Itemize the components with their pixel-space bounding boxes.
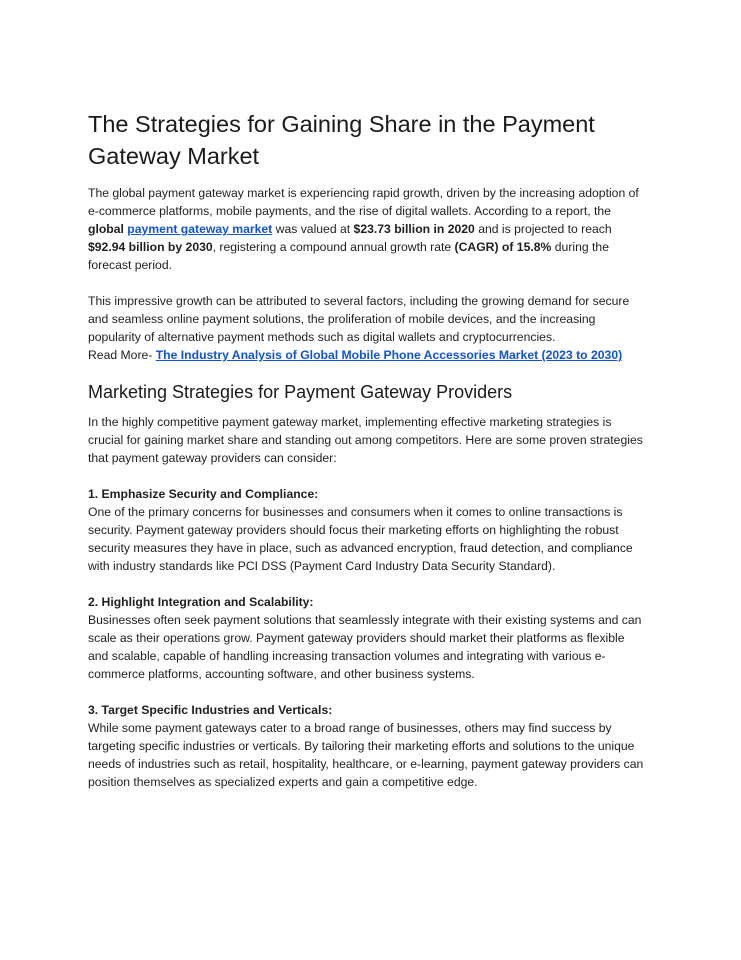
strategy-body: One of the primary concerns for businesses and consumers when it comes to online transactions is security. Payment gateway providers should focus their marketing efforts on highlighting the robust security measures they have in place, such as advanced encryption, fraud detection, and compliance with industry standards like PCI DSS (Payment Card Industry Data Security Standard). bbox=[88, 505, 633, 573]
intro-bold-global: global bbox=[88, 222, 124, 236]
section-intro: In the highly competitive payment gateway market, implementing effective marketing strategies is crucial for gaining market share and standing out among competitors. Here are some proven strategies that payment gateway providers can consider: bbox=[88, 415, 643, 465]
paragraph-spacer bbox=[88, 683, 648, 701]
paragraph-spacer bbox=[88, 274, 648, 292]
paragraph-spacer bbox=[88, 467, 648, 485]
page-title: The Strategies for Gaining Share in the Payment Gateway Market bbox=[88, 111, 595, 169]
strategy-body: Businesses often seek payment solutions that seamlessly integrate with their existing systems and can scale as their operations grow. Payment gateway providers should market their platforms as flexible and scalable, capable of handling increasing transaction volumes and integrating with various e-commerce platforms, accounting software, and other business systems. bbox=[88, 613, 642, 681]
document-content bbox=[88, 108, 648, 791]
intro-text-a: The global payment gateway market is experiencing rapid growth, driven by the increasing adoption of e-commerce platforms, mobile payments, and the rise of digital wallets. According to a report, the bbox=[88, 186, 639, 218]
read-more-line bbox=[88, 346, 648, 364]
read-more-label: Read More- bbox=[88, 348, 156, 362]
paragraph-spacer bbox=[88, 575, 648, 593]
intro-text-d: , registering a compound annual growth rate bbox=[212, 240, 455, 254]
section-heading: Marketing Strategies for Payment Gateway Providers bbox=[88, 382, 513, 402]
strategy-title: 3. Target Specific Industries and Verticals: bbox=[88, 703, 333, 717]
intro-bold-value: $23.73 billion in 2020 bbox=[353, 222, 475, 236]
growth-paragraph: This impressive growth can be attributed to several factors, including the growing demand for secure and seamless online payment solutions, the proliferation of mobile devices, and the increasing popularity of alternative payment methods such as digital wallets and cryptocurrencies. bbox=[88, 294, 630, 344]
intro-bold-projection: $92.94 billion by 2030 bbox=[88, 240, 213, 254]
strategy-body: While some payment gateways cater to a broad range of businesses, others may find success by targeting specific industries or verticals. By tailoring their marketing efforts and solutions to the unique needs of industries such as retail, hospitality, healthcare, or e-learning, payment gateway providers can position themselves as specialized experts and gain a competitive edge. bbox=[88, 721, 644, 789]
intro-text-b: was valued at bbox=[272, 222, 354, 236]
intro-paragraph bbox=[88, 184, 648, 274]
strategy-title: 1. Emphasize Security and Compliance: bbox=[88, 487, 319, 501]
payment-gateway-market-link[interactable]: payment gateway market bbox=[127, 222, 273, 236]
intro-text-e: during the forecast period. bbox=[88, 240, 609, 272]
strategy-title: 2. Highlight Integration and Scalability: bbox=[88, 595, 314, 609]
intro-text-c: and is projected to reach bbox=[474, 222, 612, 236]
intro-bold-cagr: (CAGR) of 15.8% bbox=[454, 240, 552, 254]
read-more-link[interactable]: The Industry Analysis of Global Mobile Phone Accessories Market (2023 to 2030) bbox=[155, 348, 623, 362]
